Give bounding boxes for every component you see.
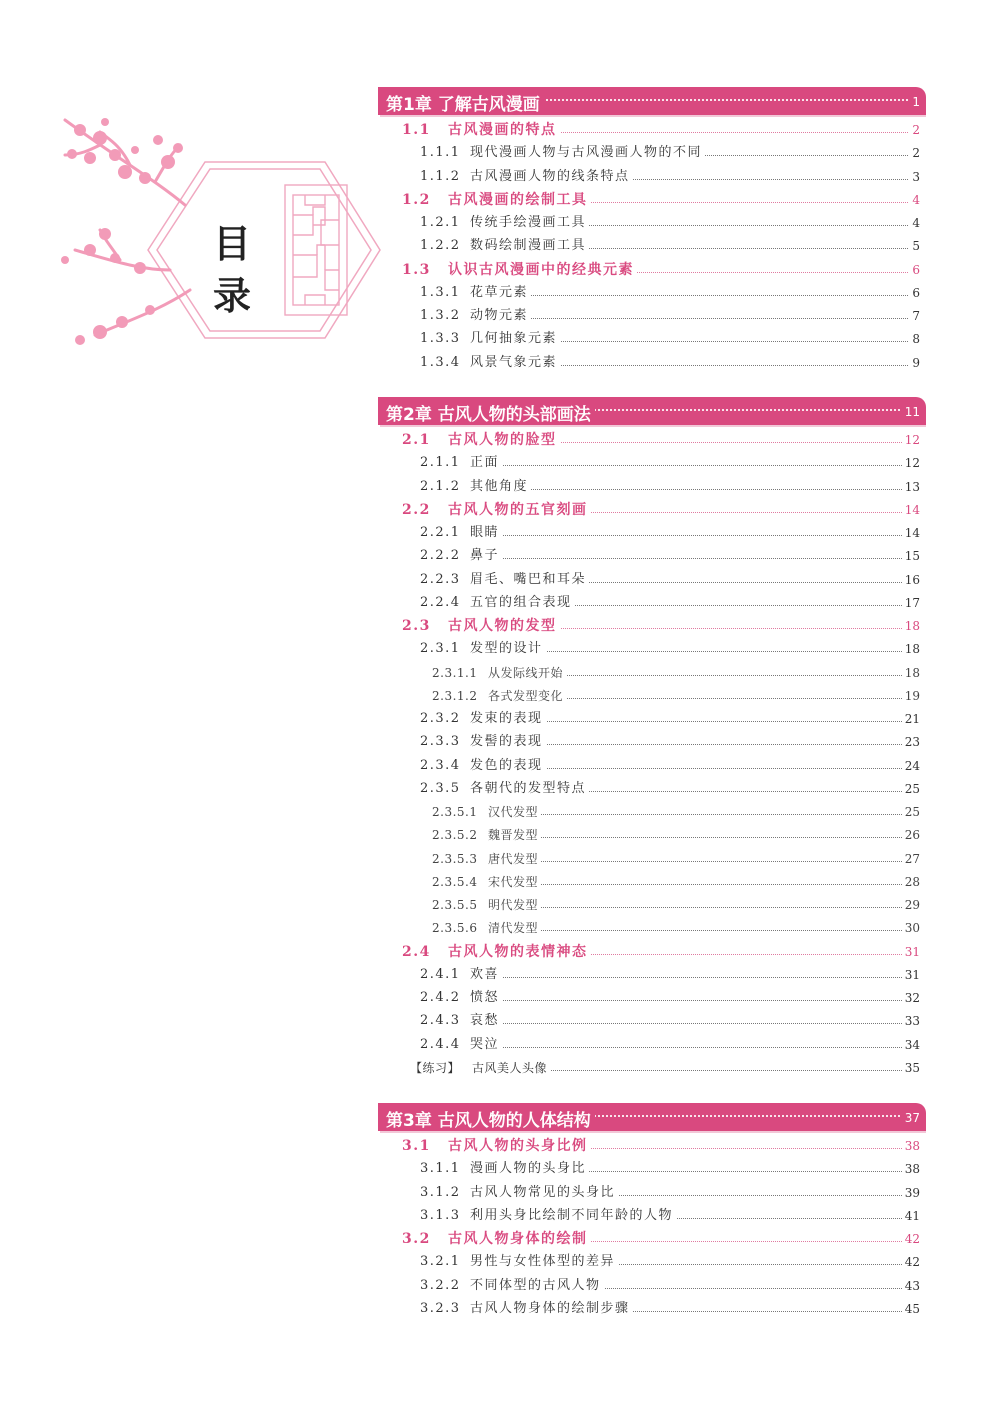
toc-entry-number: 2.3.3	[420, 734, 461, 750]
toc-entry-page: 17	[902, 594, 920, 612]
toc-entry-title: 各式发型变化	[488, 688, 564, 703]
toc-entry-number: 1.3.2	[420, 308, 461, 323]
toc-entry-number: 3.2.3	[420, 1300, 461, 1316]
toc-entry[interactable]	[420, 1012, 920, 1030]
toc-entry-title: 欢喜	[470, 966, 500, 982]
toc-entry-label	[420, 1277, 604, 1295]
toc-entry-label	[402, 501, 591, 519]
page-title	[192, 218, 272, 322]
chapter-page-number: 1	[909, 95, 920, 109]
toc-entry-title: 鼻子	[470, 548, 500, 564]
toc-entry-page: 28	[902, 873, 920, 891]
toc-entry[interactable]	[420, 454, 920, 472]
toc-entry[interactable]	[420, 214, 920, 232]
toc-entry-number: 2.4	[402, 943, 431, 960]
toc-entry-title: 汉代发型	[488, 805, 539, 819]
toc-entry-page: 23	[902, 733, 920, 751]
toc-entry[interactable]	[420, 780, 920, 798]
toc-entry-number: 3.1	[402, 1138, 431, 1154]
toc-entry[interactable]	[402, 431, 920, 449]
toc-entry-page: 13	[902, 478, 920, 496]
toc-entry[interactable]	[432, 850, 920, 868]
toc-entry-number: 1.3.4	[420, 354, 461, 370]
toc-entry[interactable]	[420, 733, 920, 751]
toc-entry-title: 认识古风漫画中的经典元素	[448, 261, 634, 278]
toc-entry[interactable]	[420, 1036, 920, 1054]
toc-entry-label	[420, 733, 546, 751]
page-title-char-2: 录	[212, 273, 251, 318]
toc-entry-page: 26	[902, 826, 920, 844]
toc-entry-number: 1.1.2	[420, 168, 461, 184]
toc-entry-number: 1.3.3	[420, 331, 461, 347]
toc-entry-title: 发色的表现	[470, 757, 543, 773]
toc-entry-number: 1.1.1	[420, 145, 461, 161]
toc-entry-number: 3.2.2	[420, 1277, 461, 1293]
toc-entry-label	[410, 1059, 550, 1077]
toc-entry-label	[420, 354, 560, 372]
toc-entry-label	[420, 330, 560, 348]
toc-entry-number: 1.3.1	[420, 284, 461, 300]
toc-entry-number: 1.2	[402, 191, 431, 208]
toc-entry-title: 男性与女性体型的差异	[470, 1254, 616, 1270]
toc-entry-number: 2.2.4	[420, 594, 461, 610]
chapter-bar-shadow	[380, 425, 926, 427]
toc-entry-number: 1.2.2	[420, 238, 461, 254]
toc-entry-page: 32	[902, 989, 920, 1007]
toc-entry-number: 2.3.4	[420, 757, 461, 773]
toc-entry-label	[432, 687, 566, 705]
toc-entry-label	[420, 168, 633, 186]
toc-entry-number: 3.1.1	[420, 1161, 461, 1177]
toc-entry[interactable]	[420, 1160, 920, 1178]
chapter-header-1[interactable]	[378, 87, 926, 117]
toc-entry[interactable]	[420, 640, 920, 658]
toc-entry[interactable]	[420, 594, 920, 612]
toc-entry-number: 2.4.2	[420, 990, 461, 1005]
toc-entry-page: 9	[909, 354, 920, 372]
toc-entry-page: 43	[902, 1277, 920, 1295]
toc-entry-number: 2.2.1	[420, 525, 461, 540]
chapter-title: 第3章 古风人物的人体结构	[386, 1106, 595, 1131]
toc-entry-label	[420, 1207, 676, 1225]
toc-entry-number: 3.2.1	[420, 1254, 461, 1270]
toc-entry-label	[420, 1184, 618, 1202]
toc-entry-title: 愤怒	[470, 990, 500, 1005]
toc-entry-label	[402, 1230, 591, 1248]
toc-entry-page: 34	[902, 1036, 920, 1054]
toc-entry-number: 2.3.1.1	[432, 665, 478, 680]
toc-entry-number: 2.4.4	[420, 1036, 461, 1052]
toc-entry-page: 6	[909, 261, 920, 279]
toc-entry[interactable]	[432, 896, 920, 914]
toc-entry-label	[420, 1160, 589, 1178]
toc-entry-page: 42	[902, 1253, 920, 1271]
toc-entry-title: 古风人物的表情神态	[448, 943, 588, 960]
toc-entry-number: 2.3.5	[420, 780, 461, 796]
toc-entry-number: 2.2.3	[420, 571, 461, 587]
toc-entry-page: 31	[902, 966, 920, 984]
toc-entry-label	[402, 261, 637, 279]
toc-entry-title: 利用头身比绘制不同年龄的人物	[470, 1207, 674, 1223]
toc-entry-label	[420, 144, 705, 162]
toc-entry[interactable]	[420, 966, 920, 984]
toc-entry-label	[420, 547, 502, 565]
toc-entry-number: 2.4.1	[420, 966, 461, 982]
toc-entry-page: 18	[902, 664, 920, 682]
toc-entry-page: 24	[902, 757, 920, 775]
toc-entry-page: 38	[902, 1160, 920, 1178]
toc-entry-label	[420, 710, 546, 728]
toc-entry[interactable]	[420, 989, 920, 1007]
toc-entry-title: 哭泣	[470, 1036, 500, 1052]
toc-entry[interactable]	[420, 547, 920, 565]
toc-entry-number: 2.2	[402, 501, 431, 518]
toc-entry-number: 3.2	[402, 1231, 431, 1247]
toc-entry-title: 发束的表现	[470, 711, 543, 726]
toc-entry-title: 眉毛、嘴巴和耳朵	[470, 571, 587, 587]
toc-entry-title: 各朝代的发型特点	[470, 780, 587, 796]
toc-entry-page: 30	[902, 919, 920, 937]
chapter-page-number: 11	[902, 405, 920, 419]
toc-entry[interactable]	[420, 237, 920, 255]
toc-entry-label	[402, 617, 560, 635]
toc-entry-number: 1.3	[402, 261, 431, 278]
toc-entry-label	[420, 966, 502, 984]
toc-entry[interactable]	[420, 1207, 920, 1225]
toc-entry-title: 现代漫画人物与古风漫画人物的不同	[470, 145, 703, 161]
toc-entry-page: 15	[902, 547, 920, 565]
toc-entry-number: 1.2.1	[420, 215, 461, 230]
toc-entry-page: 6	[909, 284, 920, 302]
toc-entry-number: 2.3.5.4	[432, 874, 478, 889]
toc-entry-label	[432, 826, 541, 844]
toc-entry[interactable]	[402, 1230, 920, 1248]
toc-entry-label	[420, 214, 589, 232]
toc-entry[interactable]	[420, 478, 920, 496]
toc-entry-label	[420, 524, 502, 542]
toc-entry[interactable]	[432, 826, 920, 844]
toc-entry-number: 2.1	[402, 432, 431, 448]
toc-entry[interactable]	[432, 687, 920, 705]
toc-entry-number: 2.3.5.6	[432, 921, 478, 936]
toc-entry-page: 12	[902, 431, 920, 449]
toc-entry-page: 45	[902, 1300, 920, 1318]
toc-entry-page: 19	[902, 687, 920, 705]
toc-entry-title: 几何抽象元素	[470, 331, 558, 347]
toc-entry-title: 数码绘制漫画工具	[470, 238, 587, 254]
toc-entry[interactable]	[402, 943, 920, 961]
toc-entry-title: 古风人物的发型	[448, 618, 557, 634]
toc-entry-page: 2	[909, 144, 920, 162]
toc-entry-page: 42	[902, 1230, 920, 1248]
toc-entry-number: 【练习】	[410, 1060, 461, 1075]
toc-entry-title: 清代发型	[488, 921, 539, 936]
toc-entry[interactable]	[432, 919, 920, 937]
toc-entry-page: 2	[909, 121, 920, 139]
toc-entry-label	[402, 1137, 591, 1155]
toc-entry-label	[420, 237, 589, 255]
toc-entry-label	[420, 1036, 502, 1054]
toc-entry-title: 眼睛	[470, 525, 500, 540]
toc-entry[interactable]	[432, 873, 920, 891]
toc-entry-label	[420, 1012, 502, 1030]
toc-entry-title: 其他角度	[470, 478, 529, 494]
toc-entry-title: 宋代发型	[488, 874, 539, 889]
toc-entry-number: 2.3.5.1	[432, 805, 478, 819]
toc-entry-title: 不同体型的古风人物	[470, 1277, 601, 1293]
toc-entry-title: 明代发型	[488, 898, 539, 912]
toc-entry-label	[420, 284, 531, 302]
toc-entry-page: 16	[902, 571, 920, 589]
toc-entry-label	[420, 780, 589, 798]
chapter-bar-shadow	[380, 115, 926, 117]
toc-entry-title: 古风人物的五官刻画	[448, 501, 588, 518]
toc-entry-page: 4	[909, 191, 920, 209]
toc-entry-number: 2.3.5.2	[432, 828, 478, 843]
toc-entry-label	[432, 850, 541, 868]
toc-entry-page: 18	[902, 617, 920, 635]
toc-entry[interactable]	[402, 617, 920, 635]
toc-entry-label	[420, 989, 502, 1007]
toc-entry-page: 12	[902, 454, 920, 472]
toc-entry-page: 4	[909, 214, 920, 232]
toc-entry-label	[420, 454, 502, 472]
toc-entry-label	[432, 873, 541, 891]
toc-entry-label	[420, 757, 546, 775]
toc-entry-label	[420, 640, 546, 658]
toc-entry[interactable]	[420, 168, 920, 186]
toc-entry-title: 漫画人物的头身比	[470, 1161, 587, 1177]
toc-entry-number: 2.3.5.5	[432, 898, 478, 912]
toc-entry[interactable]	[410, 1059, 920, 1077]
toc-entry-number: 3.1.3	[420, 1207, 461, 1223]
toc-entry-number: 2.3.1	[420, 641, 461, 657]
toc-entry-label	[432, 664, 566, 682]
toc-entry-page: 18	[902, 640, 920, 658]
toc-entry[interactable]	[420, 1277, 920, 1295]
toc-entry-title: 传统手绘漫画工具	[470, 215, 587, 230]
toc-entry-page: 33	[902, 1012, 920, 1030]
toc-entry-title: 古风人物身体的绘制	[448, 1231, 588, 1247]
toc-entry[interactable]	[420, 284, 920, 302]
toc-entry-title: 哀愁	[470, 1013, 500, 1029]
toc-entry-label	[420, 594, 575, 612]
toc-entry[interactable]	[402, 261, 920, 279]
toc-entry-label	[402, 431, 560, 449]
toc-entry[interactable]	[420, 307, 920, 325]
toc-entry-label	[420, 1300, 633, 1318]
chapter-title: 第1章 了解古风漫画	[386, 90, 544, 115]
toc-entry[interactable]	[420, 330, 920, 348]
toc-entry-title: 风景气象元素	[470, 354, 558, 370]
toc-entry[interactable]	[420, 524, 920, 542]
chapter-title: 第2章 古风人物的头部画法	[386, 400, 595, 425]
toc-entry-title: 花草元素	[470, 284, 529, 300]
toc-entry[interactable]	[420, 144, 920, 162]
toc-entry-title: 五官的组合表现	[470, 594, 572, 610]
toc-entry-page: 25	[902, 780, 920, 798]
toc-entry[interactable]	[402, 191, 920, 209]
toc-entry-label	[420, 307, 531, 325]
toc-entry[interactable]	[420, 757, 920, 775]
toc-entry-label	[432, 919, 541, 937]
toc-entry-label	[432, 803, 541, 821]
toc-entry-title: 魏晋发型	[488, 828, 539, 843]
toc-entry-title: 古风漫画人物的线条特点	[470, 168, 630, 184]
chapter-header-2[interactable]	[378, 397, 926, 427]
toc-entry-number: 2.1.1	[420, 455, 461, 471]
toc-entry[interactable]	[402, 501, 920, 519]
toc-entry-title: 发型的设计	[470, 641, 543, 657]
toc-entry-number: 2.3.1.2	[432, 688, 478, 703]
toc-entry-page: 39	[902, 1184, 920, 1202]
toc-entry-page: 7	[909, 307, 920, 325]
toc-entry-page: 3	[909, 168, 920, 186]
toc-entry-number: 2.3	[402, 618, 431, 634]
toc-entry[interactable]	[420, 1184, 920, 1202]
toc-entry-page: 25	[902, 803, 920, 821]
toc-entry-number: 3.1.2	[420, 1184, 461, 1200]
toc-entry-page: 8	[909, 330, 920, 348]
toc-entry[interactable]	[420, 710, 920, 728]
toc-entry-label	[420, 478, 531, 496]
toc-entry-number: 2.3.5.3	[432, 851, 478, 866]
toc-entry-title: 动物元素	[470, 308, 529, 323]
toc-entry-page: 41	[902, 1207, 920, 1225]
toc-entry-page: 29	[902, 896, 920, 914]
toc-entry-page: 27	[902, 850, 920, 868]
toc-entry-page: 38	[902, 1137, 920, 1155]
toc-entry[interactable]	[402, 121, 920, 139]
toc-entry-label	[420, 571, 589, 589]
toc-entry-number: 2.4.3	[420, 1013, 461, 1029]
toc-entry-title: 古风人物常见的头身比	[470, 1184, 616, 1200]
toc-entry-title: 从发际线开始	[488, 665, 564, 680]
toc-entry-label	[402, 121, 560, 139]
toc-entry-page: 14	[902, 524, 920, 542]
toc-entry[interactable]	[432, 664, 920, 682]
toc-entry-title: 古风人物的脸型	[448, 432, 557, 448]
chapter-page-number: 37	[902, 1111, 920, 1125]
toc-entry-title: 唐代发型	[488, 851, 539, 866]
toc-entry-title: 古风人物身体的绘制步骤	[470, 1300, 630, 1316]
toc-entry-title: 古风人物的头身比例	[448, 1138, 588, 1154]
toc-entry-number: 1.1	[402, 122, 431, 138]
toc-entry[interactable]	[420, 1253, 920, 1271]
toc-entry-title: 古风漫画的绘制工具	[448, 191, 588, 208]
toc-entry-title: 古风漫画的特点	[448, 122, 557, 138]
chapter-header-3[interactable]	[378, 1103, 926, 1133]
toc-entry-title: 正面	[470, 455, 500, 471]
toc-entry-label	[402, 943, 591, 961]
toc-entry-label	[432, 896, 541, 914]
toc-entry-page: 31	[902, 943, 920, 961]
page-title-char-1: 目	[212, 221, 251, 266]
toc-entry[interactable]	[402, 1137, 920, 1155]
toc-entry-number: 2.2.2	[420, 548, 461, 564]
toc-entry-label	[420, 1253, 618, 1271]
toc-entry-number: 2.3.2	[420, 711, 461, 726]
chapter-bar-shadow	[380, 1131, 926, 1133]
toc-entry-page: 35	[902, 1059, 920, 1077]
toc-entry[interactable]	[420, 354, 920, 372]
toc-entry-page: 21	[902, 710, 920, 728]
toc-entry-page: 14	[902, 501, 920, 519]
toc-entry[interactable]	[420, 571, 920, 589]
toc-entry[interactable]	[432, 803, 920, 821]
toc-entry-label	[402, 191, 591, 209]
toc-entry-title: 古风美人头像	[472, 1060, 548, 1075]
toc-entry-number: 2.1.2	[420, 478, 461, 494]
toc-entry-page: 5	[909, 237, 920, 255]
toc-entry[interactable]	[420, 1300, 920, 1318]
toc-entry-title: 发髻的表现	[470, 734, 543, 750]
